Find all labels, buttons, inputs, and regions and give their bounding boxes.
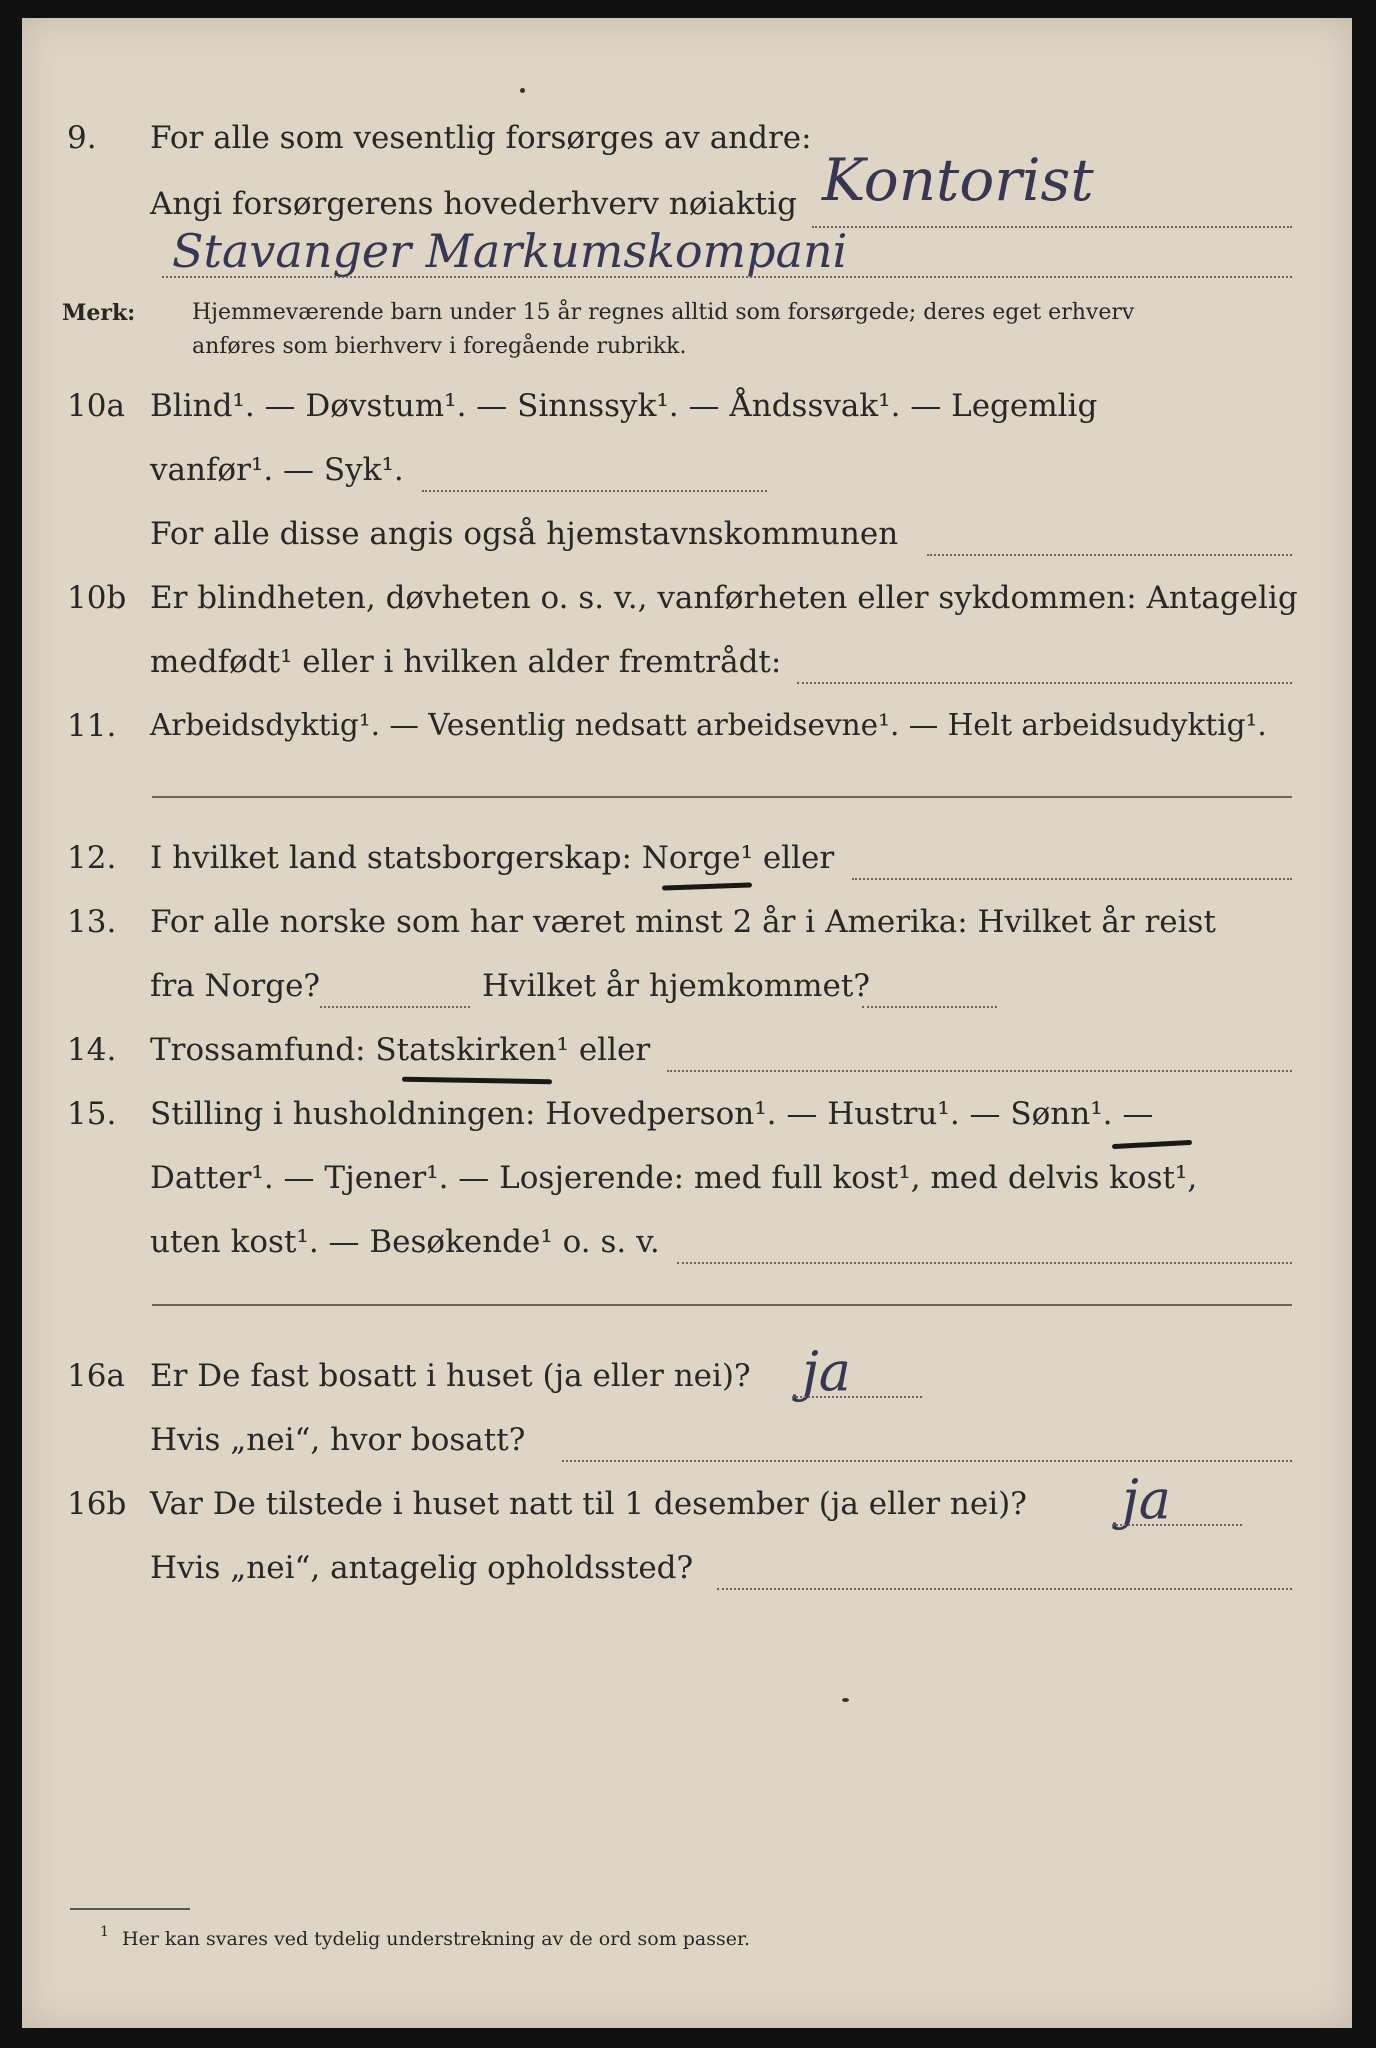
q13-number: 13.: [67, 904, 117, 940]
q9-text2: Angi forsørgerens hovederhverv nøiaktig: [150, 186, 797, 222]
q16b-text1: Var De tilstede i huset natt til 1 desember (ja eller nei)?: [150, 1486, 1027, 1522]
merk-text2: anføres som bierhverv i foregående rubrikk.: [192, 334, 687, 359]
norge-underline-mark: [662, 882, 752, 890]
q9-number: 9.: [67, 120, 97, 156]
q15-number: 15.: [67, 1096, 117, 1132]
q16a-answer-line2: [562, 1460, 1292, 1462]
q10a-answer-line2: [927, 554, 1292, 556]
q14-answer-line: [667, 1070, 1292, 1072]
statskirken-underline-mark: [402, 1077, 552, 1085]
q16a-handwritten-answer: ja: [802, 1340, 851, 1403]
q16a-number: 16a: [67, 1358, 125, 1394]
q12-answer-line: [852, 878, 1292, 880]
q15-text2: Datter¹. — Tjener¹. — Losjerende: med full kost¹, med delvis kost¹,: [150, 1160, 1198, 1196]
q10a-number: 10a: [67, 388, 125, 424]
census-form-page: [22, 18, 1352, 2028]
q14-text1: Trossamfund: Statskirken¹ eller: [150, 1032, 651, 1068]
q10a-text1: Blind¹. — Døvstum¹. — Sinnssyk¹. — Åndssvak¹. — Legemlig: [150, 388, 1098, 424]
footnote-rule: [70, 1908, 190, 1910]
q9-answer-line: [812, 226, 1292, 228]
q16b-answer-line2: [717, 1588, 1292, 1590]
merk-label: Merk:: [62, 300, 136, 326]
q13-text2b: Hvilket år hjemkommet?: [482, 968, 870, 1004]
q16a-answer-line: [792, 1396, 922, 1398]
q12-text1: I hvilket land statsborgerskap: Norge¹ eller: [150, 840, 835, 876]
q13-text2a: fra Norge?: [150, 968, 321, 1004]
q10a-text2: vanfør¹. — Syk¹.: [150, 452, 404, 488]
q13-answer-line2: [862, 1006, 997, 1008]
q11-number: 11.: [67, 708, 117, 744]
q14-number: 14.: [67, 1032, 117, 1068]
merk-text1: Hjemmeværende barn under 15 år regnes alltid som forsørgede; deres eget erhverv: [192, 300, 1135, 325]
q13-text1: For alle norske som har været minst 2 år i Amerika: Hvilket år reist: [150, 904, 1216, 940]
q16b-handwritten-answer: ja: [1122, 1468, 1171, 1531]
q10b-number: 10b: [67, 580, 127, 616]
q11-text1: Arbeidsdyktig¹. — Vesentlig nedsatt arbeidsevne¹. — Helt arbeidsudyktig¹.: [150, 708, 1267, 742]
q15-text1: Stilling i husholdningen: Hovedperson¹. — Hustru¹. — Sønn¹. —: [150, 1096, 1154, 1132]
footnote-mark: 1: [100, 1924, 109, 1940]
q9-answer-line2: [162, 276, 1292, 278]
q11-answer-line: [152, 796, 1292, 798]
q16a-text2: Hvis „nei“, hvor bosatt?: [150, 1422, 526, 1458]
q16b-text2: Hvis „nei“, antagelig opholdssted?: [150, 1550, 694, 1586]
q16a-text1: Er De fast bosatt i huset (ja eller nei)?: [150, 1358, 751, 1394]
q10a-text3: For alle disse angis også hjemstavnskommunen: [150, 516, 899, 552]
sonn-underline-mark: [1112, 1140, 1192, 1149]
q16b-number: 16b: [67, 1486, 127, 1522]
q13-answer-line1: [320, 1006, 470, 1008]
q15-text3: uten kost¹. — Besøkende¹ o. s. v.: [150, 1224, 660, 1260]
paper-speck: [842, 1698, 849, 1702]
q10b-text2: medfødt¹ eller i hvilken alder fremtrådt:: [150, 644, 782, 680]
q10b-answer-line: [797, 682, 1292, 684]
q9-handwritten-answer1: Kontorist: [822, 146, 1094, 214]
paper-speck: [520, 88, 525, 93]
q15-answer-line: [677, 1262, 1292, 1264]
q10a-answer-line: [422, 490, 767, 492]
q12-number: 12.: [67, 840, 117, 876]
q15-answer-line2: [152, 1304, 1292, 1306]
q10b-text1: Er blindheten, døvheten o. s. v., vanførheten eller sykdommen: Antagelig: [150, 580, 1298, 616]
q9-handwritten-answer2: Stavanger Markumskompani: [172, 224, 848, 278]
q9-text: For alle som vesentlig forsørges av andre:: [150, 120, 812, 156]
q16b-answer-line: [1112, 1524, 1242, 1526]
footnote-text: Her kan svares ved tydelig understrekning av de ord som passer.: [122, 1928, 751, 1950]
